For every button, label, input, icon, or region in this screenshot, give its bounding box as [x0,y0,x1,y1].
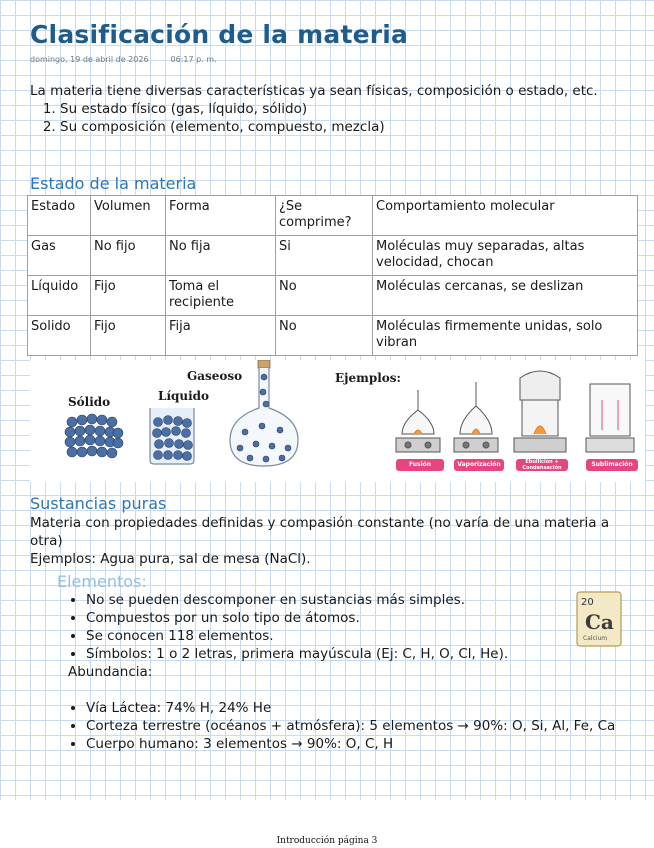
section-title-puras: Sustancias puras [30,494,167,513]
states-illustration [30,360,645,482]
table-cell: Fijo [91,316,166,356]
list-item: • Se conocen 118 elementos. [86,627,628,645]
condensation-apparatus-icon [514,371,566,452]
element-tile-icon [576,591,622,647]
table-cell: No [276,316,373,356]
table-cell: Toma el recipiente [166,276,276,316]
table-cell: No fija [166,236,276,276]
list-item: • Compuestos por un solo tipo de átomos. [86,609,628,627]
table-cell: Moléculas cercanas, se deslizan [373,276,638,316]
abundancia-label: Abundancia: [68,664,153,680]
table-header-cell: Volumen [91,196,166,236]
liquid-beaker-icon [150,408,194,464]
table-cell: Moléculas muy separadas, altas velocidad, chocan [373,236,638,276]
page-time: 06:17 p. m. [170,55,217,64]
table-row [28,276,638,316]
table-header-cell: Comportamiento molecular [373,196,638,236]
elementos-list [68,591,628,663]
pill-fusion: Fusión [396,459,444,471]
table-cell: Fija [166,316,276,356]
page-footer: Introducción página 3 [276,836,378,846]
vaporization-apparatus-icon [454,382,498,452]
abundancia-list [68,699,628,753]
pill-condensation: Ebullición + Condensación [516,459,568,471]
page-title: Clasificación de la materia [30,20,409,49]
calcium-element-tile [576,591,622,647]
intro-block [30,82,620,136]
list-item: • Vía Láctea: 74% H, 24% He [86,699,628,717]
puras-examples: Ejemplos: Agua pura, sal de mesa (NaCl). [30,551,311,567]
list-item: • Símbolos: 1 o 2 letras, primera mayúscula (Ej: C, H, O, Cl, He). [86,645,628,663]
dateline [30,55,217,64]
pill-sublimation: Sublimación [586,459,638,471]
table-cell: Solido [28,316,91,356]
section-title-elementos: Elementos: [57,572,147,591]
table-cell: Fijo [91,276,166,316]
table-cell: Moléculas firmemente unidas, solo vibran [373,316,638,356]
fusion-apparatus-icon [396,390,440,452]
tile-name: Calcium [583,635,608,642]
tile-symbol: Ca [585,610,614,634]
puras-block [30,514,630,568]
pill-vaporization: Vaporización [454,459,504,471]
table-header-row [28,196,638,236]
table-row [28,316,638,356]
table-cell: No fijo [91,236,166,276]
table-cell: Líquido [28,276,91,316]
states-table [27,195,638,356]
table-header-cell: Estado [28,196,91,236]
intro-list [30,100,620,136]
label-ejemplos: Ejemplos: [335,371,401,385]
label-liquido: Líquido [158,389,210,403]
table-cell: Gas [28,236,91,276]
table-header-cell: ¿Se comprime? [276,196,373,236]
list-item: • Cuerpo humano: 3 elementos → 90%: O, C, H [86,735,628,753]
tile-number: 20 [581,597,594,608]
elementos-block [68,591,628,753]
list-item: • No se pueden descomponer en sustancias más simples. [86,591,628,609]
intro-text: La materia tiene diversas características ya sean físicas, composición o estado, etc. [30,83,598,99]
label-solido: Sólido [68,395,111,409]
table-cell: No [276,276,373,316]
section-title-estado: Estado de la materia [30,174,197,193]
table-row [28,236,638,276]
sublimation-apparatus-icon [586,384,634,452]
table-header-cell: Forma [166,196,276,236]
gas-flask-icon [230,360,298,466]
label-gaseoso: Gaseoso [187,369,243,383]
intro-item: 2. Su composición (elemento, compuesto, mezcla) [60,118,620,136]
table-cell: Si [276,236,373,276]
puras-definition: Materia con propiedades definidas y compasión constante (no varía de una materia a otra) [30,515,610,549]
page-date: domingo, 19 de abril de 2026 [30,55,149,64]
solid-spheres-icon [65,414,123,458]
list-item: • Corteza terrestre (océanos + atmósfera): 5 elementos → 90%: O, Si, Al, Fe, Ca [86,717,628,735]
intro-item: 1. Su estado físico (gas, líquido, sólido) [60,100,620,118]
